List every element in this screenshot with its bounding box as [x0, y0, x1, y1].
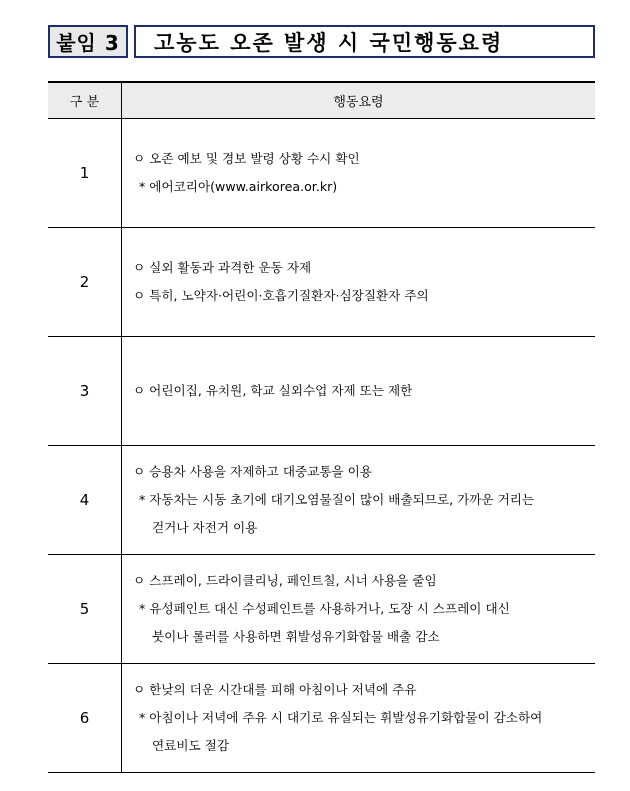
- row-number: 5: [48, 555, 122, 664]
- row-number: 1: [48, 119, 122, 228]
- table-row: [48, 337, 595, 446]
- action-guide-table: [48, 81, 595, 773]
- guideline-item: ㅇ 승용차 사용을 자제하고 대중교통을 이용: [133, 464, 372, 479]
- guideline-note-continuation: 붓이나 롤러를 사용하면 휘발성유기화합물 배출 감소: [152, 629, 440, 644]
- guideline-item: ㅇ 특히, 노약자·어린이·호흡기질환자·심장질환자 주의: [133, 288, 429, 303]
- guideline-note: * 유성페인트 대신 수성페인트를 사용하거나, 도장 시 스프레이 대신: [139, 601, 510, 616]
- table-row: [48, 664, 595, 773]
- guideline-item: ㅇ 오존 예보 및 경보 발령 상황 수시 확인: [133, 151, 360, 166]
- guideline-item: ㅇ 한낮의 더운 시간대를 피해 아침이나 저녁에 주유: [133, 682, 417, 697]
- guideline-item: ㅇ 어린이집, 유치원, 학교 실외수업 자제 또는 제한: [133, 383, 413, 398]
- guideline-item: ㅇ 실외 활동과 과격한 운동 자제: [133, 260, 312, 275]
- guideline-cell: [122, 664, 596, 773]
- guideline-cell: [122, 337, 596, 446]
- guideline-item: ㅇ 스프레이, 드라이클리닝, 페인트칠, 시너 사용을 줄임: [133, 573, 437, 588]
- table-row: [48, 555, 595, 664]
- guideline-note: * 자동차는 시동 초기에 대기오염물질이 많이 배출되므로, 가까운 거리는: [139, 492, 535, 507]
- table-row: [48, 446, 595, 555]
- guideline-cell: [122, 555, 596, 664]
- attachment-badge: [48, 25, 128, 58]
- row-number: 2: [48, 228, 122, 337]
- attachment-badge-label: 붙임 3: [56, 31, 120, 55]
- guideline-note: * 에어코리아(www.airkorea.or.kr): [139, 179, 338, 194]
- guideline-note: * 아침이나 저녁에 주유 시 대기로 유실되는 휘발성유기화합물이 감소하여: [139, 710, 543, 725]
- column-header-category: 구 분: [48, 82, 122, 119]
- guideline-cell: [122, 228, 596, 337]
- guideline-cell: [122, 119, 596, 228]
- guideline-note-continuation: 연료비도 절감: [152, 738, 229, 753]
- guideline-note-continuation: 걷거나 자전거 이용: [152, 520, 258, 535]
- table-header-row: [48, 82, 595, 119]
- guideline-cell: [122, 446, 596, 555]
- row-number: 3: [48, 337, 122, 446]
- page-title: 고농도 오존 발생 시 국민행동요령: [134, 25, 595, 58]
- document-title-block: [48, 25, 595, 60]
- table-row: [48, 228, 595, 337]
- column-header-guideline: 행동요령: [122, 82, 596, 119]
- row-number: 4: [48, 446, 122, 555]
- row-number: 6: [48, 664, 122, 773]
- table-row: [48, 119, 595, 228]
